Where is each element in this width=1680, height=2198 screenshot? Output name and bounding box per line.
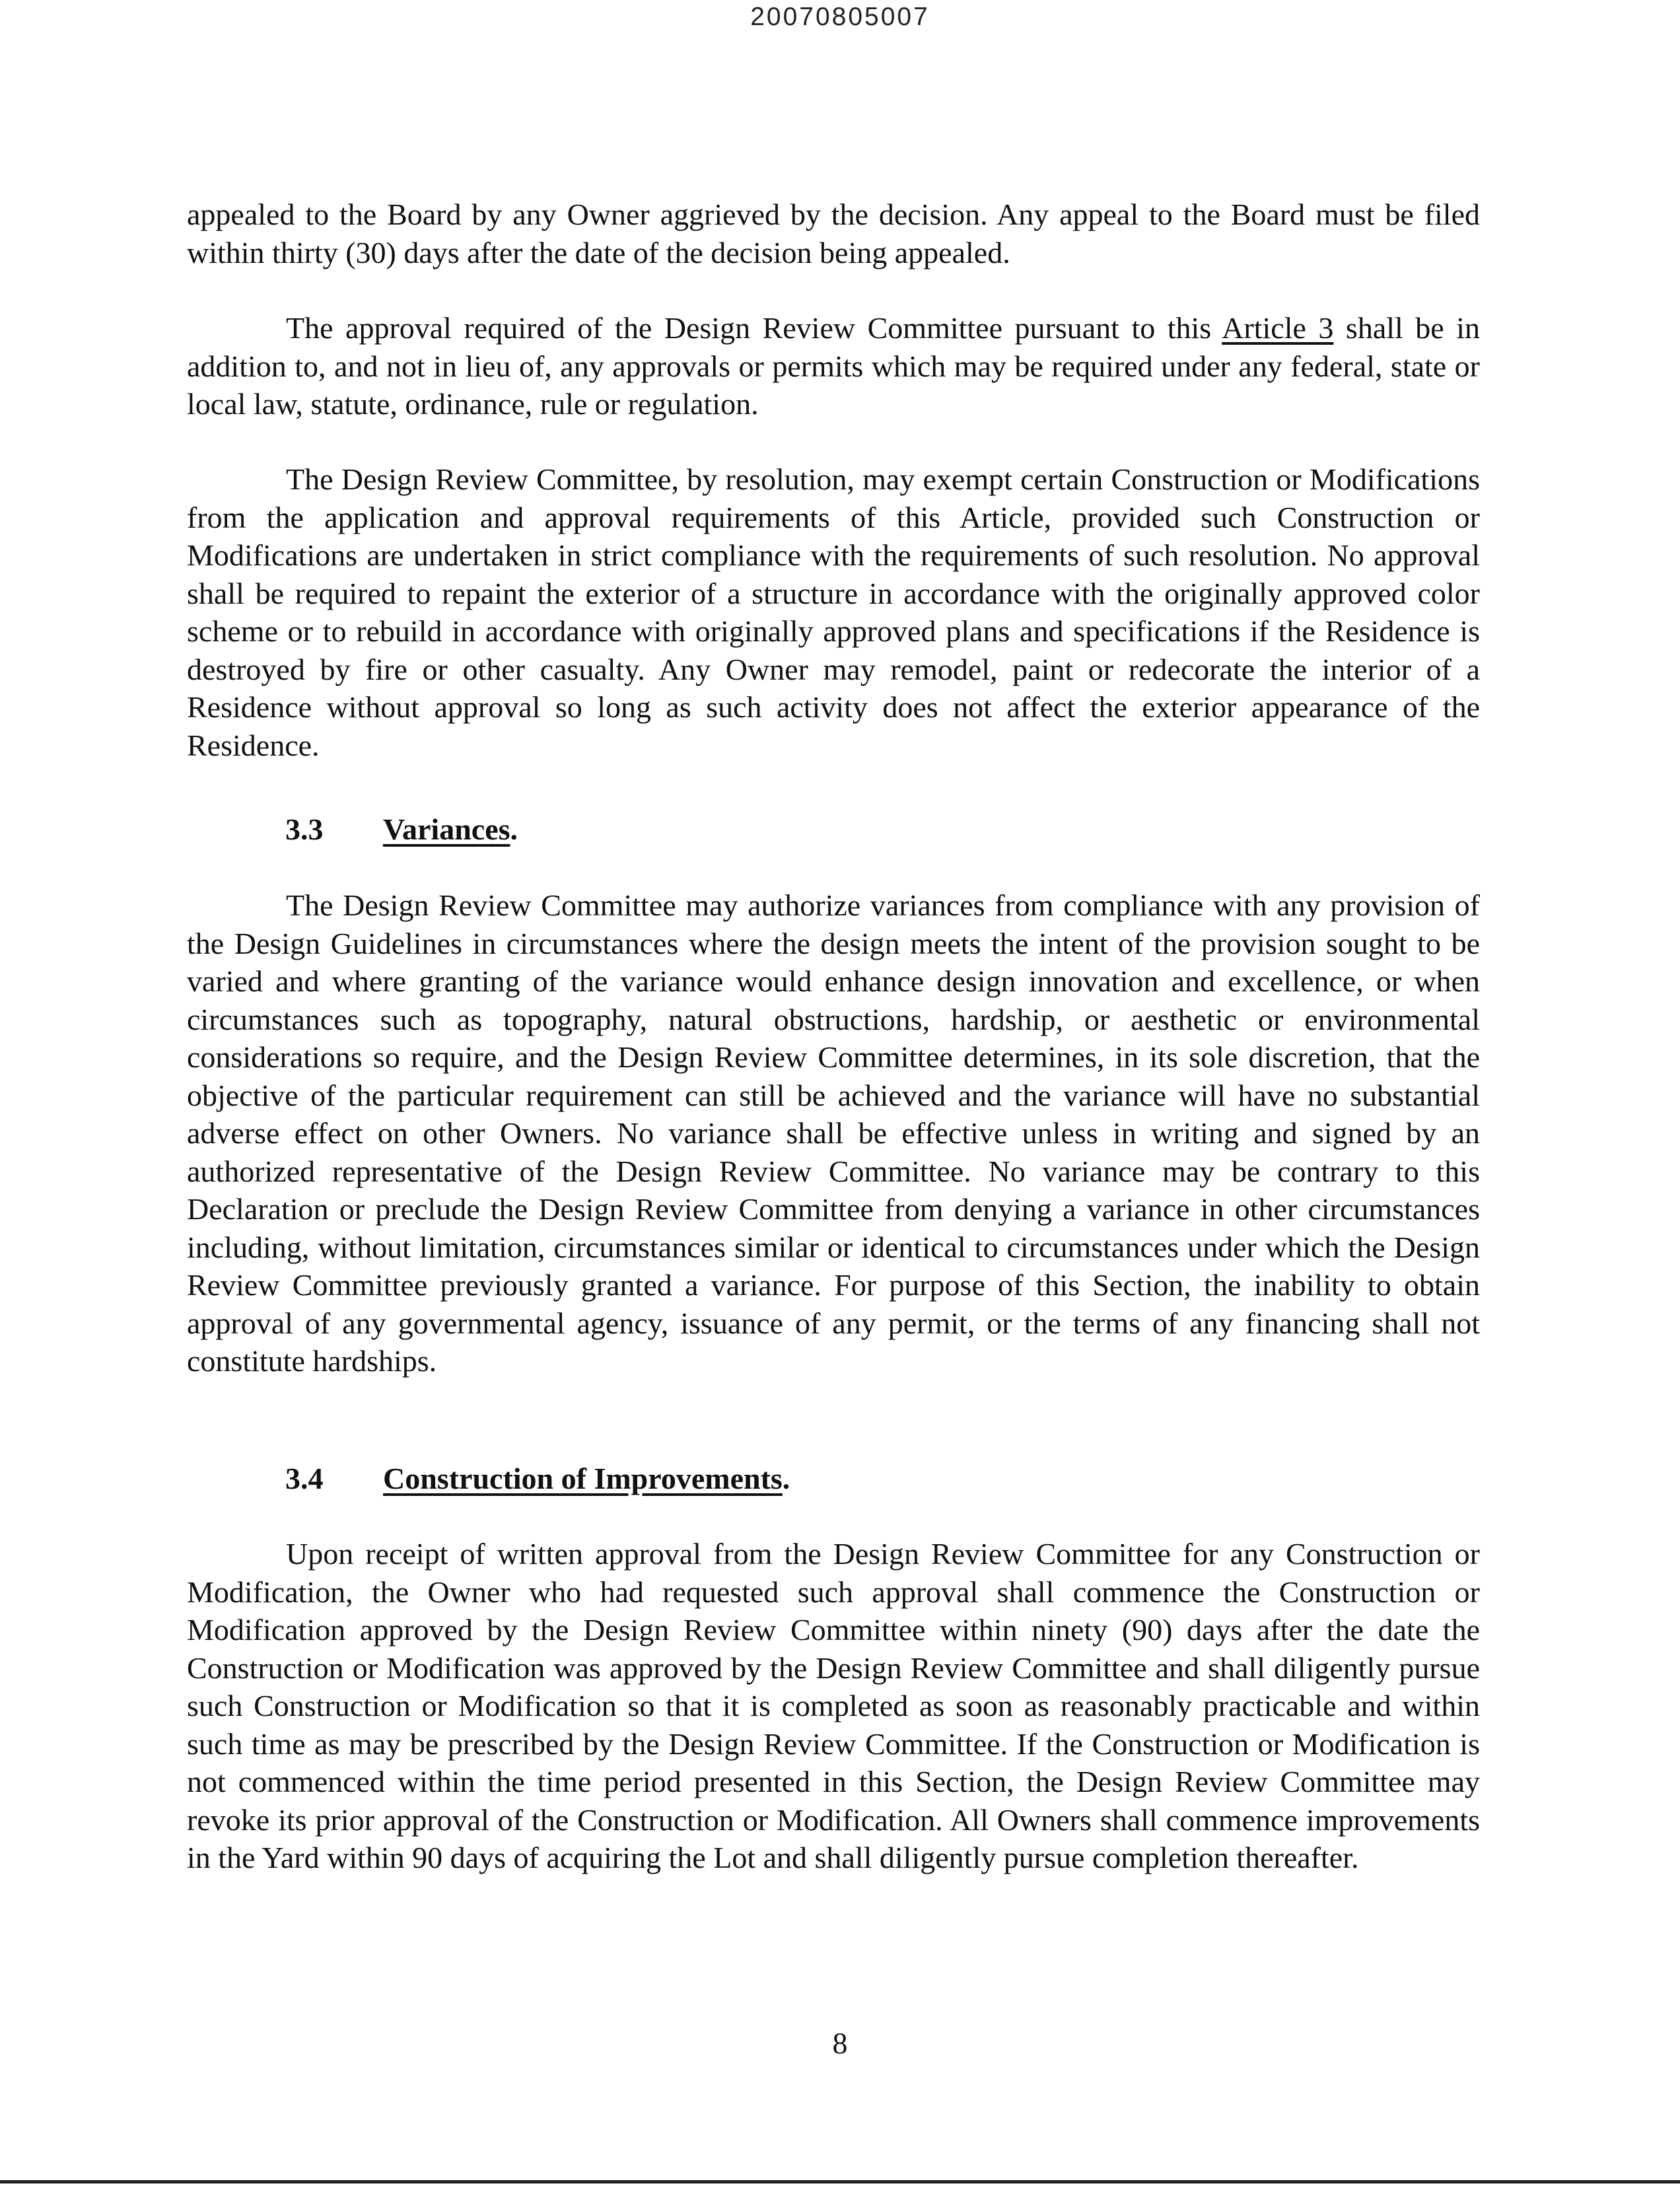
- paragraph-appeal: appealed to the Board by any Owner aggrieved by the decision. Any appeal to the Board must be filed within thirty (30) days after the date of the decision being appealed.: [187, 197, 1480, 269]
- paragraph-approval-text-end: shall be in addition to, and not in lieu of, any approvals or permits which may be required under any federal, state or local law, statute, ordinance, rule or regulation.: [187, 311, 1481, 421]
- section-heading-3-4: [285, 1460, 790, 1498]
- paragraph-approval-text-start: The approval required of the Design Review Committee pursuant to this: [286, 311, 1222, 345]
- section-title-period: .: [782, 1462, 790, 1495]
- paragraph-variances: The Design Review Committee may authorize variances from compliance with any provision of the Design Guidelines in circumstances where the design meets the intent of the provision sought to be varied and where granting of the variance would enhance design innovation and excellence, or when circumstances such as topography, natural obstructions, hardship, or aesthetic or environmental considerations so require, and the Design Review Committee determines, in its sole discretion, that the objective of the particular requirement can still be achieved and the variance will have no substantial adverse effect on other Owners. No variance shall be effective unless in writing and signed by an authorized representative of the Design Review Committee. No variance may be contrary to this Declaration or preclude the Design Review Committee from denying a variance in other circumstances including, without limitation, circumstances similar or identical to circumstances under which the Design Review Committee previously granted a variance. For purpose of this Section, the inability to obtain approval of any governmental agency, issuance of any permit, or the terms of any financing shall not constitute hardships.: [187, 888, 1480, 1378]
- paragraph-exemptions: The Design Review Committee, by resolution, may exempt certain Construction or Modifications from the application and approval requirements of this Article, provided such Construction or Modifications are undertaken in strict compliance with the requirements of such resolution. No approval shall be required to repaint the exterior of a structure in accordance with the originally approved color scheme or to rebuild in accordance with originally approved plans and specifications if the Residence is destroyed by fire or other casualty. Any Owner may remodel, paint or redecorate the interior of a Residence without approval so long as such activity does not affect the exterior appearance of the Residence.: [187, 462, 1480, 762]
- page-number: 8: [832, 2026, 848, 2060]
- paragraph-approval-required: [187, 309, 1480, 423]
- section-heading-3-3: [285, 810, 518, 849]
- section-title: Construction of Improvements: [383, 1462, 783, 1495]
- bottom-border-line: [0, 2180, 1680, 2183]
- document-number: 20070805007: [750, 3, 930, 31]
- article-3-reference: Article 3: [1222, 311, 1334, 345]
- section-title: Variances: [383, 812, 510, 846]
- section-title-period: .: [510, 812, 518, 846]
- section-number: 3.4: [285, 1462, 324, 1495]
- section-number: 3.3: [285, 812, 324, 846]
- paragraph-construction: Upon receipt of written approval from the Design Review Committee for any Construction or Modification, the Owner who had requested such approval shall commence the Construction or Modification approved by the Design Review Committee within ninety (90) days after the date the Construction or Modification was approved by the Design Review Committee and shall diligently pursue such Construction or Modification so that it is completed as soon as reasonably practicable and within such time as may be prescribed by the Design Review Committee. If the Construction or Modification is not commenced within the time period presented in this Section, the Design Review Committee may revoke its prior approval of the Construction or Modification. All Owners shall commence improvements in the Yard within 90 days of acquiring the Lot and shall diligently pursue completion thereafter.: [187, 1537, 1480, 1874]
